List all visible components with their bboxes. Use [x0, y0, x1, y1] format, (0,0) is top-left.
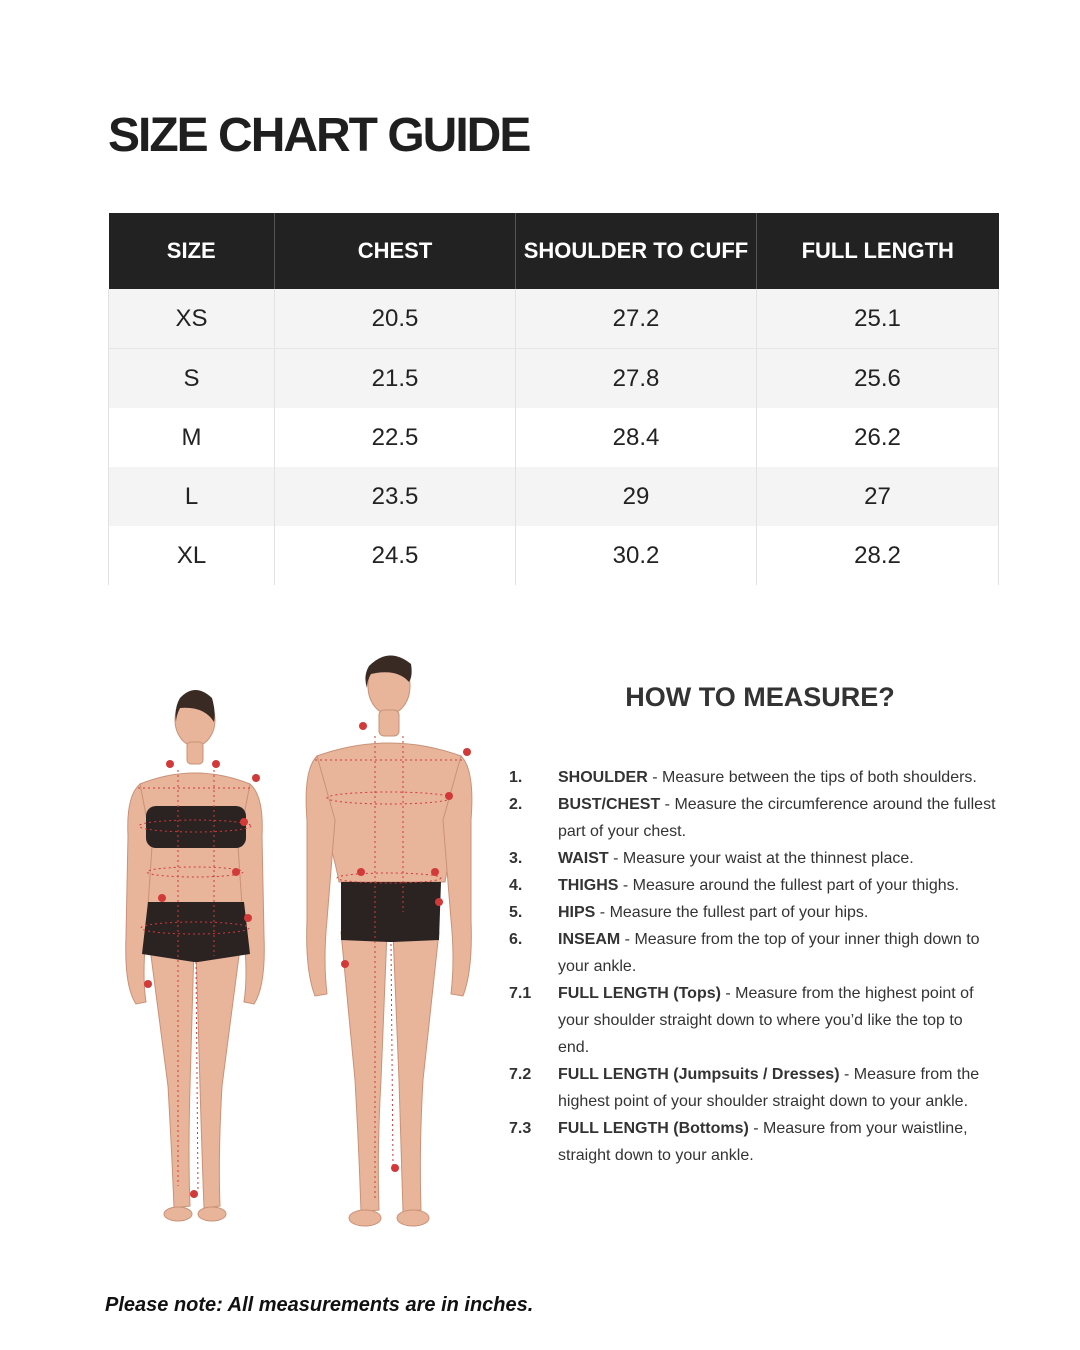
list-item — [506, 926, 996, 980]
cell-chest: 22.5 — [275, 408, 516, 467]
list-item — [506, 791, 996, 845]
step-label: SHOULDER — [558, 769, 648, 786]
header-shoulder-to-cuff: SHOULDER TO CUFF — [516, 213, 757, 289]
list-item — [506, 899, 996, 926]
cell-chest: 23.5 — [275, 467, 516, 526]
step-text: - Measure around the fullest part of your thighs. — [618, 877, 960, 894]
list-item — [506, 1115, 996, 1169]
step-number: 7.2 — [509, 1066, 532, 1083]
step-number: 5. — [509, 904, 523, 921]
header-size: SIZE — [109, 213, 275, 289]
list-item — [506, 980, 996, 1061]
cell-full-length: 25.1 — [757, 289, 999, 349]
step-text: - Measure your waist at the thinnest place. — [608, 850, 914, 867]
cell-full-length: 28.2 — [757, 526, 999, 585]
table-row — [109, 408, 999, 467]
cell-chest: 20.5 — [275, 289, 516, 349]
cell-size: L — [109, 467, 275, 526]
measurement-steps-list — [506, 764, 996, 1169]
page-title: SIZE CHART GUIDE — [108, 109, 530, 162]
step-label: HIPS — [558, 904, 596, 921]
step-label: FULL LENGTH (Bottoms) — [558, 1120, 749, 1137]
list-item — [506, 1061, 996, 1115]
cell-full-length: 25.6 — [757, 349, 999, 409]
cell-size: XS — [109, 289, 275, 349]
cell-shoulder-to-cuff: 30.2 — [516, 526, 757, 585]
cell-full-length: 27 — [757, 467, 999, 526]
cell-shoulder-to-cuff: 27.2 — [516, 289, 757, 349]
step-number: 6. — [509, 931, 523, 948]
list-item — [506, 764, 996, 791]
cell-size: M — [109, 408, 275, 467]
step-label: FULL LENGTH (Jumpsuits / Dresses) — [558, 1066, 840, 1083]
step-number: 4. — [509, 877, 523, 894]
step-text: - Measure the fullest part of your hips. — [595, 904, 869, 921]
step-label: BUST/CHEST — [558, 796, 661, 813]
step-text: - Measure from your waistline, straight down to your ankle. — [558, 1120, 968, 1164]
step-label: THIGHS — [558, 877, 619, 894]
step-text: - Measure between the tips of both shoulders. — [647, 769, 977, 786]
step-number: 7.1 — [509, 985, 532, 1002]
table-header-row — [109, 213, 999, 289]
header-full-length: FULL LENGTH — [757, 213, 999, 289]
cell-full-length: 26.2 — [757, 408, 999, 467]
step-number: 3. — [509, 850, 523, 867]
step-label: INSEAM — [558, 931, 621, 948]
step-text: - Measure from the highest point of your shoulder straight down to your ankle. — [558, 1066, 980, 1110]
cell-chest: 21.5 — [275, 349, 516, 409]
step-label: WAIST — [558, 850, 609, 867]
step-number: 2. — [509, 796, 523, 813]
measurement-illustration — [108, 650, 498, 1230]
step-text: - Measure the circumference around the fullest part of your chest. — [558, 796, 996, 840]
cell-shoulder-to-cuff: 29 — [516, 467, 757, 526]
cell-size: S — [109, 349, 275, 409]
step-number: 7.3 — [509, 1120, 532, 1137]
step-text: - Measure from the highest point of your shoulder straight down to where you’d like the top to end. — [558, 985, 974, 1056]
step-text: - Measure from the top of your inner thigh down to your ankle. — [558, 931, 980, 975]
cell-shoulder-to-cuff: 28.4 — [516, 408, 757, 467]
step-number: 1. — [509, 769, 523, 786]
size-table — [108, 213, 999, 585]
measurement-units-note: Please note: All measurements are in inches. — [105, 1294, 534, 1316]
table-row — [109, 526, 999, 585]
header-chest: CHEST — [275, 213, 516, 289]
cell-chest: 24.5 — [275, 526, 516, 585]
female-figure-illustration — [118, 686, 273, 1226]
cell-size: XL — [109, 526, 275, 585]
male-figure-illustration — [303, 650, 483, 1230]
table-row — [109, 467, 999, 526]
cell-shoulder-to-cuff: 27.8 — [516, 349, 757, 409]
table-row — [109, 349, 999, 409]
table-row — [109, 289, 999, 349]
step-label: FULL LENGTH (Tops) — [558, 985, 721, 1002]
how-to-measure-title: HOW TO MEASURE? — [625, 682, 895, 712]
list-item — [506, 845, 996, 872]
list-item — [506, 872, 996, 899]
